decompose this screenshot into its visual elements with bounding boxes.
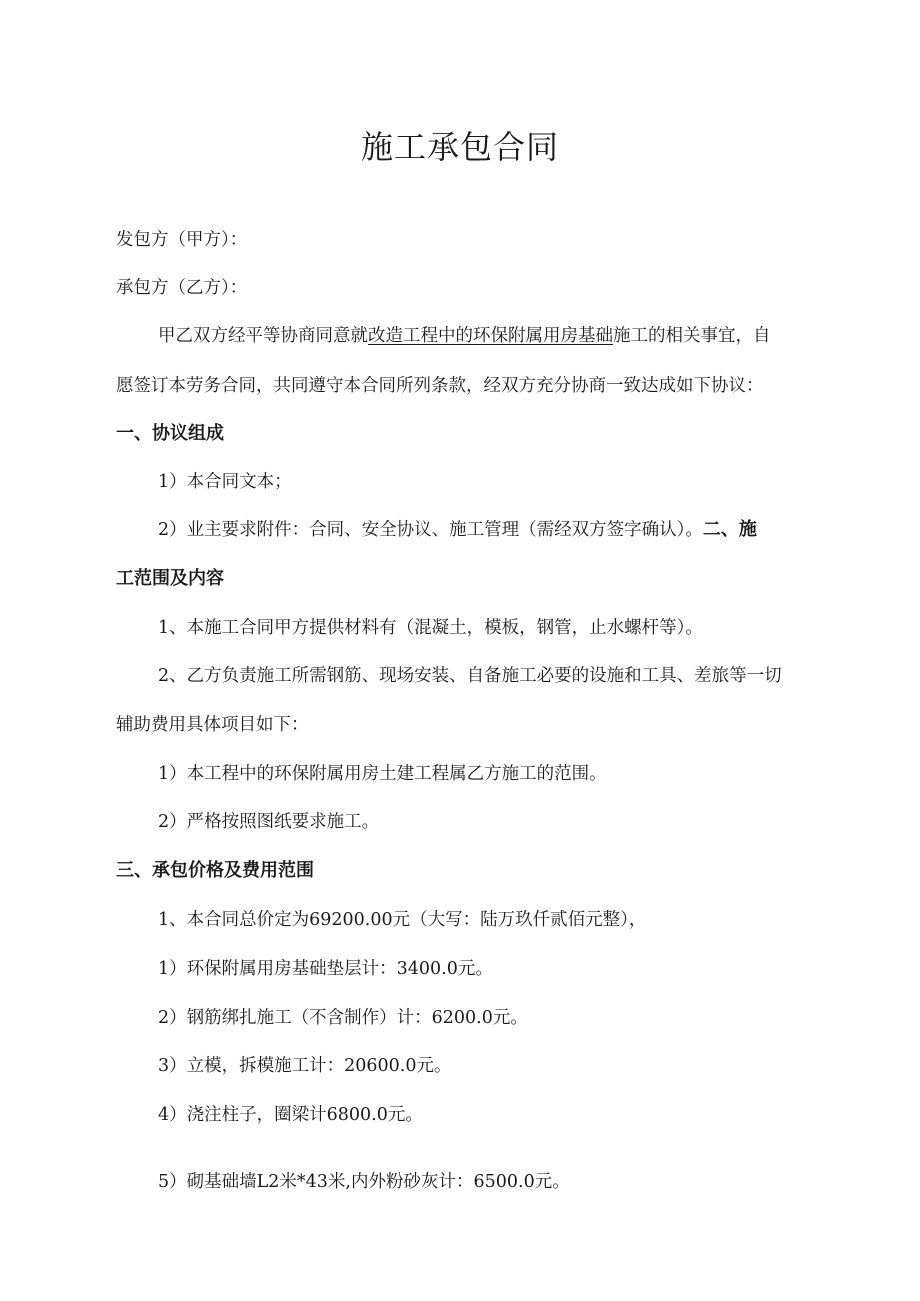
section2-item1: 1）本工程中的环保附属用房土建工程属乙方施工的范围。 [158, 764, 607, 784]
section1-heading: 一、协议组成 [116, 423, 224, 444]
intro-paragraph-line1 [158, 324, 818, 348]
document-title: 施工承包合同 [360, 128, 559, 166]
section3-item4: 4）浇注柱子，圈梁计6800.0元。 [158, 1105, 423, 1125]
section1-item2-line [158, 518, 818, 542]
party-a-line: 发包方（甲方）： [116, 230, 248, 250]
intro-text-after: 施工的相关事宜，自 [613, 326, 771, 346]
section1-item1: 1）本合同文本； [158, 472, 292, 492]
section2-paragraph2-line1: 2、乙方负责施工所需钢筋、现场安装、自备施工必要的设施和工具、差旅等一切 [158, 666, 782, 686]
section2-paragraph1: 1、本施工合同甲方提供材料有（混凝土，模板，钢管，止水螺杆等）。 [158, 618, 703, 638]
party-b-line: 承包方（乙方）： [116, 278, 248, 298]
section3-total: 1、本合同总价定为69200.00元（大写：陆万玖仟贰佰元整）， [158, 910, 647, 930]
section2-heading-part1: 二、施 [702, 519, 757, 540]
section2-heading-part2: 工范围及内容 [116, 568, 224, 589]
section3-heading: 三、承包价格及费用范围 [116, 860, 314, 881]
intro-text-before: 甲乙双方经平等协商同意就 [158, 326, 368, 346]
intro-project-name: 改造工程中的环保附属用房基础 [368, 326, 613, 346]
section2-item2: 2）严格按照图纸要求施工。 [158, 812, 380, 832]
section3-item5: 5）砌基础墙L2米*43米,内外粉砂灰计：6500.0元。 [158, 1172, 570, 1192]
section3-item1: 1）环保附属用房基础垫层计：3400.0元。 [158, 959, 493, 979]
section2-paragraph2-line2: 辅助费用具体项目如下： [116, 715, 309, 735]
section3-item3: 3）立模，拆模施工计：20600.0元。 [158, 1056, 452, 1076]
intro-paragraph-line2: 愿签订本劳务合同，共同遵守本合同所列条款，经双方充分协商一致达成如下协议： [116, 376, 764, 396]
section3-item2: 2）钢筋绑扎施工（不含制作）计：6200.0元。 [158, 1008, 528, 1028]
section1-item2: 2）业主要求附件：合同、安全协议、施工管理（需经双方签字确认）。 [158, 520, 703, 540]
